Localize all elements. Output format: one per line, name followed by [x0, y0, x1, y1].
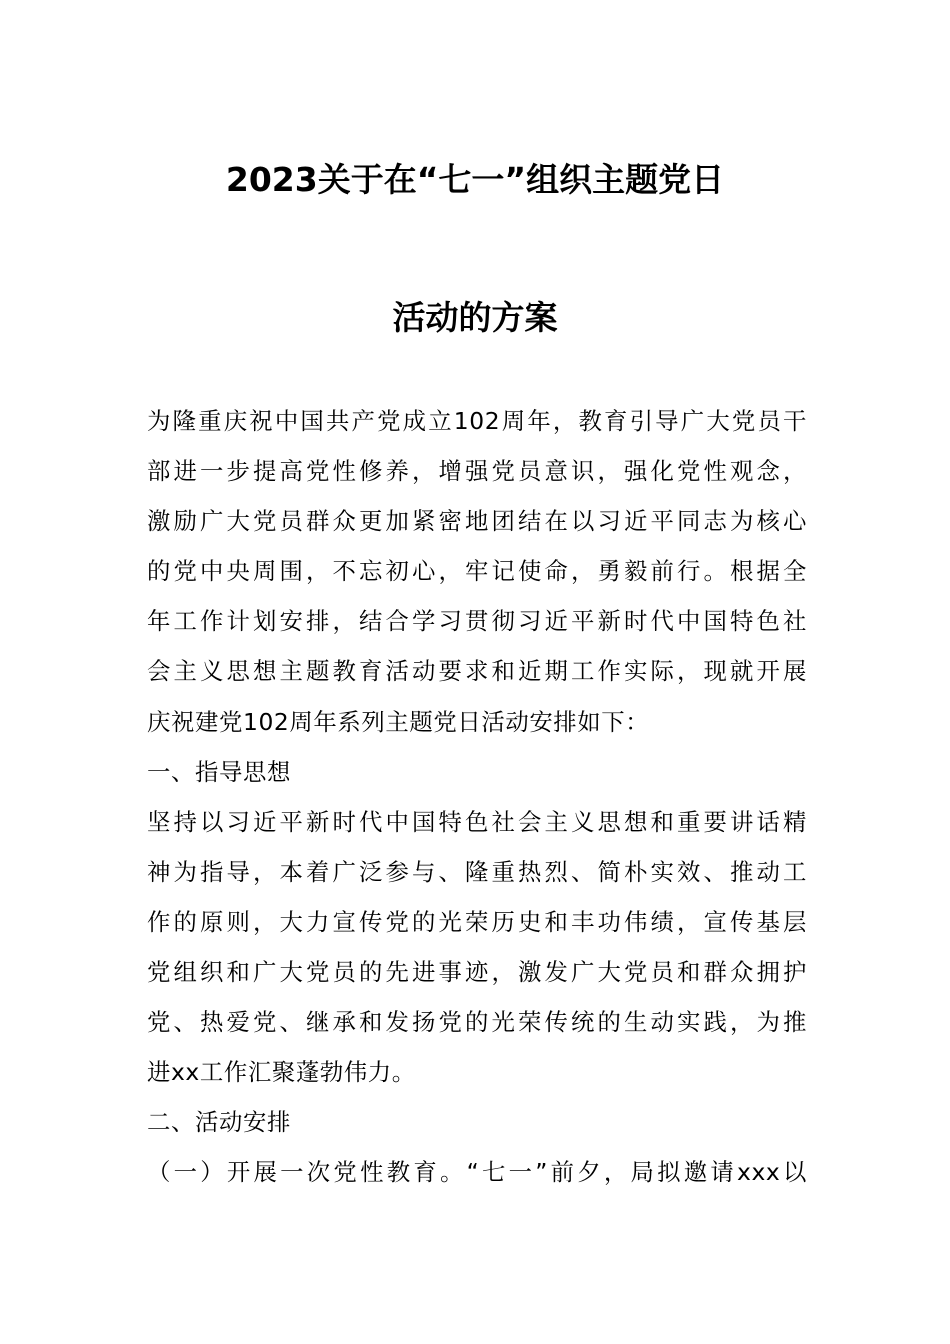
- activity-item-line: （一）开展一次党性教育。“七一”前夕，局拟邀请xxx以: [147, 1158, 807, 1187]
- guiding-paragraph-line: 进xx工作汇聚蓬勃伟力。: [147, 1058, 416, 1087]
- intro-paragraph-line: 年工作计划安排，结合学习贯彻习近平新时代中国特色社: [147, 607, 807, 636]
- intro-paragraph-line: 会主义思想主题教育活动要求和近期工作实际，现就开展: [147, 657, 807, 686]
- intro-paragraph-line: 庆祝建党102周年系列主题党日活动安排如下：: [147, 707, 650, 736]
- intro-paragraph-line: 激励广大党员群众更加紧密地团结在以习近平同志为核心: [147, 507, 807, 536]
- document-title-line-1: 2023关于在“七一”组织主题党日: [225, 160, 725, 199]
- guiding-paragraph-line: 党、热爱党、继承和发扬党的光荣传统的生动实践，为推: [147, 1008, 807, 1037]
- document-body: [147, 396, 807, 1198]
- guiding-paragraph-line: 坚持以习近平新时代中国特色社会主义思想和重要讲话精: [147, 807, 807, 836]
- guiding-paragraph-line: 神为指导，本着广泛参与、隆重热烈、简朴实效、推动工: [147, 857, 807, 886]
- document-title-line-2: 活动的方案: [392, 298, 558, 337]
- intro-paragraph-line: 为隆重庆祝中国共产党成立102周年，教育引导广大党员干: [147, 407, 807, 435]
- section-heading-guiding-ideology: 一、指导思想: [147, 757, 291, 786]
- guiding-paragraph-line: 作的原则，大力宣传党的光荣历史和丰功伟绩，宣传基层: [147, 907, 807, 936]
- intro-paragraph-line: 的党中央周围，不忘初心，牢记使命，勇毅前行。根据全: [147, 557, 807, 586]
- intro-paragraph-line: 部进一步提高党性修养，增强党员意识，强化党性观念，: [147, 457, 807, 486]
- section-heading-activity-arrangement: 二、活动安排: [147, 1108, 291, 1137]
- guiding-paragraph-line: 党组织和广大党员的先进事迹，激发广大党员和群众拥护: [147, 958, 807, 987]
